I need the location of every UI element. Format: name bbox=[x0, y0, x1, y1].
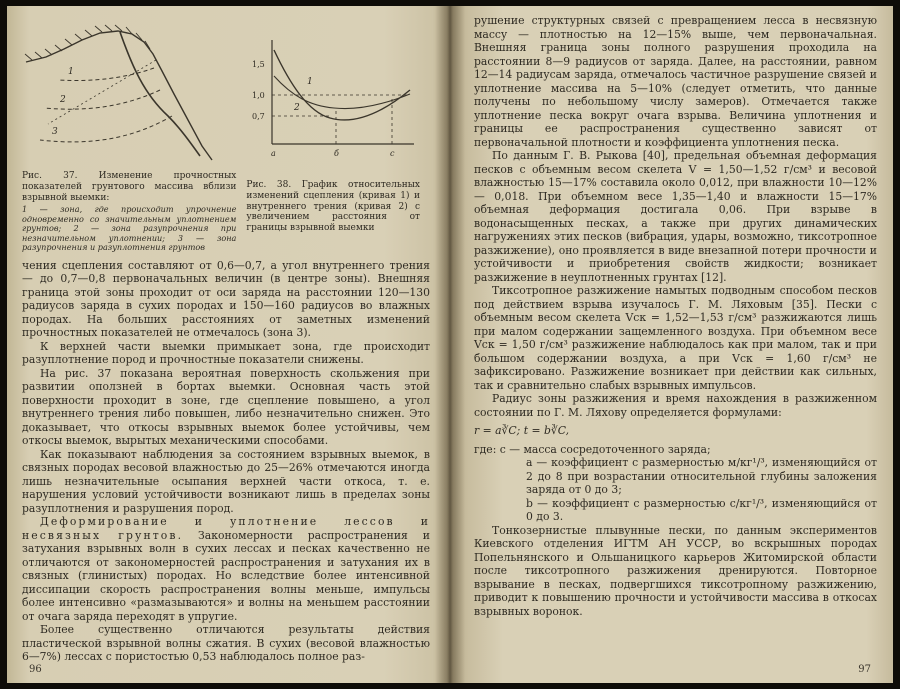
radial-line bbox=[48, 60, 156, 124]
paragraph: По данным Г. В. Рыкова [40], предельная объемная деформация песков с объемным весом скелета V = 1,50—1,52 г/см³ и весовой влажностью 15—17% составила около 0,012, при влажности 10—12% — 0,018. При объемном весе 1,35—1,40 и влажности 15—17% объемная деформация достигала 0,06. При взрыве в водонасыщенных песках, а также при других динамических нагружениях этих песков (вибрация, удары, возможно, тиксотропное разжижение), оно проявляется в виде внезапной потери прочности и устойчивости и приобретения свойств жидкости; возникает разжижение в неуплотненных грунтах [12]. bbox=[474, 149, 877, 284]
paragraph-continuation: Закономерности распространения и затухания взрывных волн в сухих лессах и песках качественно не отличаются от закономерностей распространения и затухания их в связных (глинистых) породах. Но вследствие более интенсивной диссипации скорость распространения волны меньше, импульсы более интенсивно «размазываются» и волны на меньшем расстоянии от очага заряда переходят в упругие. bbox=[22, 528, 430, 623]
formula: r = a∛C; t = b∛C, bbox=[474, 424, 570, 437]
paragraph: рушение структурных связей с превращением лесса в несвязную массу — плотностью на 12—15% выше, чем первоначальная. Внешняя граница зоны полного разрушения проходила на расстоянии 8—9 радиусов от заряда. Далее, на расстоянии, равном 12—14 радиусам заряда, отмечалось частичное разрушение связей и уплотнение массива на 5—10% (следует отметить, что данные получены по небольшому числу замеров). Отмечается также уплотнение песка вокруг очага взрыва. Величина уплотнения и границы ее распространения существенно зависят от первоначальной плотности и коэффициента уплотнения песка. bbox=[474, 14, 877, 149]
page-spread bbox=[7, 6, 893, 683]
figures-row bbox=[22, 16, 430, 253]
where-label: где: bbox=[474, 442, 497, 456]
figure-38-caption bbox=[246, 180, 430, 234]
x-tick-3: с bbox=[390, 149, 395, 158]
curve-1-label: 1 bbox=[307, 77, 314, 87]
y-tick-3: 0,7 bbox=[252, 112, 266, 121]
figure-37 bbox=[22, 16, 246, 166]
right-page-body bbox=[474, 14, 877, 618]
slip-surface-curve bbox=[120, 32, 200, 156]
figure-38 bbox=[250, 32, 430, 172]
curve-2-label: 2 bbox=[294, 103, 301, 113]
figure-37-caption bbox=[22, 171, 246, 253]
zone-3-label: 3 bbox=[52, 127, 58, 137]
page-number-left: 96 bbox=[29, 664, 42, 675]
paragraph-with-emphasis bbox=[22, 515, 430, 623]
figure-37-caption-title: Рис. 37. Изменение прочностных показателей грунтового массива вблизи взрывной выемки: bbox=[22, 171, 237, 203]
page-number-right: 97 bbox=[858, 664, 871, 675]
paragraph: чения сцепления составляют от 0,6—0,7, а угол внутреннего трения — до 0,7—0,8 первоначальных величин (в центре зоны). Внешняя граница этой зоны проходит от оси заряда на расстоянии 120—130 радиусов заряда в сухих породах и 150—160 радиусов во влажных породах. На больших расстояниях от заметных изменений прочностных показателей не отмечалось (зона 3). bbox=[22, 258, 430, 340]
y-tick-1: 1,5 bbox=[252, 60, 266, 69]
paragraph: Радиус зоны разжижения и время нахождения в разжиженном состоянии по Г. М. Ляхову определяется формулами: bbox=[474, 392, 877, 419]
paragraph: Тиксотропное разжижение намытых подводным способом песков под действием взрыва изучалось Г. М. Ляховым [35]. Пески с объемным весом скелета Vск = 1,52—1,53 г/см³ разжижаются лишь при малом содержании защемленного воздуха. При объемном весе Vск = 1,50 г/см³ разжижение наблюдалось как при малом, так и при большом содержании воздуха, а при Vск = 1,60 г/см³ не зафиксировано. Разжижение возникает при действии как сильных, так и сравнительно слабых взрывных импульсов. bbox=[474, 284, 877, 392]
emphasized-heading: Деформирование и уплотнение лессов и несвязных грунтов. bbox=[22, 515, 430, 542]
left-page bbox=[7, 6, 450, 683]
where-line bbox=[474, 443, 877, 457]
figure-38-drawing bbox=[250, 32, 422, 172]
paragraph: На рис. 37 показана вероятная поверхность скольжения при развитии оползней в бортах выемки. Основная часть этой поверхности проходит в зоне, где сцепление повышено, а угол внутреннего трения либо повышен, либо незначительно снижен. Это доказывает, что откосы взрывных выемок более устойчивы, чем откосы выемок, вырытых механическими способами. bbox=[22, 366, 430, 448]
figure-37-column bbox=[22, 16, 246, 253]
surface-hatching bbox=[25, 25, 150, 60]
left-page-body bbox=[22, 259, 430, 664]
where-item-c: с — масса сосредоточенного заряда; bbox=[499, 442, 711, 456]
figure-38-column bbox=[246, 16, 430, 253]
zone-1-label: 1 bbox=[68, 67, 74, 77]
zone-2-label: 2 bbox=[60, 95, 66, 105]
paragraph: Тонкозернистые плывунные пески, по данным экспериментов Киевского отделения ИГТМ АН УССР, во вскрышных породах Попельнянского и Ольшаницкого карьеров Житомирской области после тиксотропного разжижения дренируются. Повторное взрывание в песках, подвергшихся тиксотропному разжижению, приводит к повышению прочности и устойчивости массива в откосах взрывных воронок. bbox=[474, 523, 877, 618]
x-tick-1: а bbox=[271, 149, 277, 158]
paragraph: Более существенно отличаются результаты действия пластической взрывной волны сжатия. В сухих (весовой влажностью 6—7%) лессах с пористостью 0,53 наблюдалось полное раз- bbox=[22, 623, 430, 664]
x-tick-2: б bbox=[334, 149, 340, 158]
formula-definitions bbox=[474, 443, 877, 524]
right-page bbox=[450, 6, 893, 683]
paragraph: Как показывают наблюдения за состоянием взрывных выемок, в связных породах весовой влажностью до 25—26% отмечаются иногда лишь незначительные осыпания верхней части откоса, т. е. нарушения условий устойчивости возникают лишь в пределах зоны разуплотнения и разрушения пород. bbox=[22, 447, 430, 515]
y-tick-2: 1,0 bbox=[252, 91, 266, 100]
figure-38-caption-text: Рис. 38. График относительных изменений сцепления (кривая 1) и внутреннего трения (кривая 2) с увеличением расстояния от границы взрывной выемки bbox=[246, 180, 420, 234]
figure-37-caption-legend: 1 — зона, где происходит упрочнение одновременно со значительным уплотнением грунтов; 2 — зона разупрочнения при незначительном уплотнении; 3 — зона разупрочнения и разуплотнения грунтов bbox=[22, 204, 237, 253]
where-item-b: b — коэффициент с размерностью с/кг¹/³, изменяющийся от 0 до 3. bbox=[526, 496, 877, 523]
figure-37-drawing bbox=[22, 16, 244, 166]
ground-surface bbox=[26, 31, 212, 160]
paragraph: К верхней части выемки примыкает зона, где происходит разуплотнение пород и прочностные показатели снижены. bbox=[22, 339, 430, 367]
where-item-a: а — коэффициент с размерностью м/кг¹/³, изменяющийся от 2 до 8 при возрастании относительной глубины заложения заряда от 0 до 3; bbox=[526, 456, 877, 496]
